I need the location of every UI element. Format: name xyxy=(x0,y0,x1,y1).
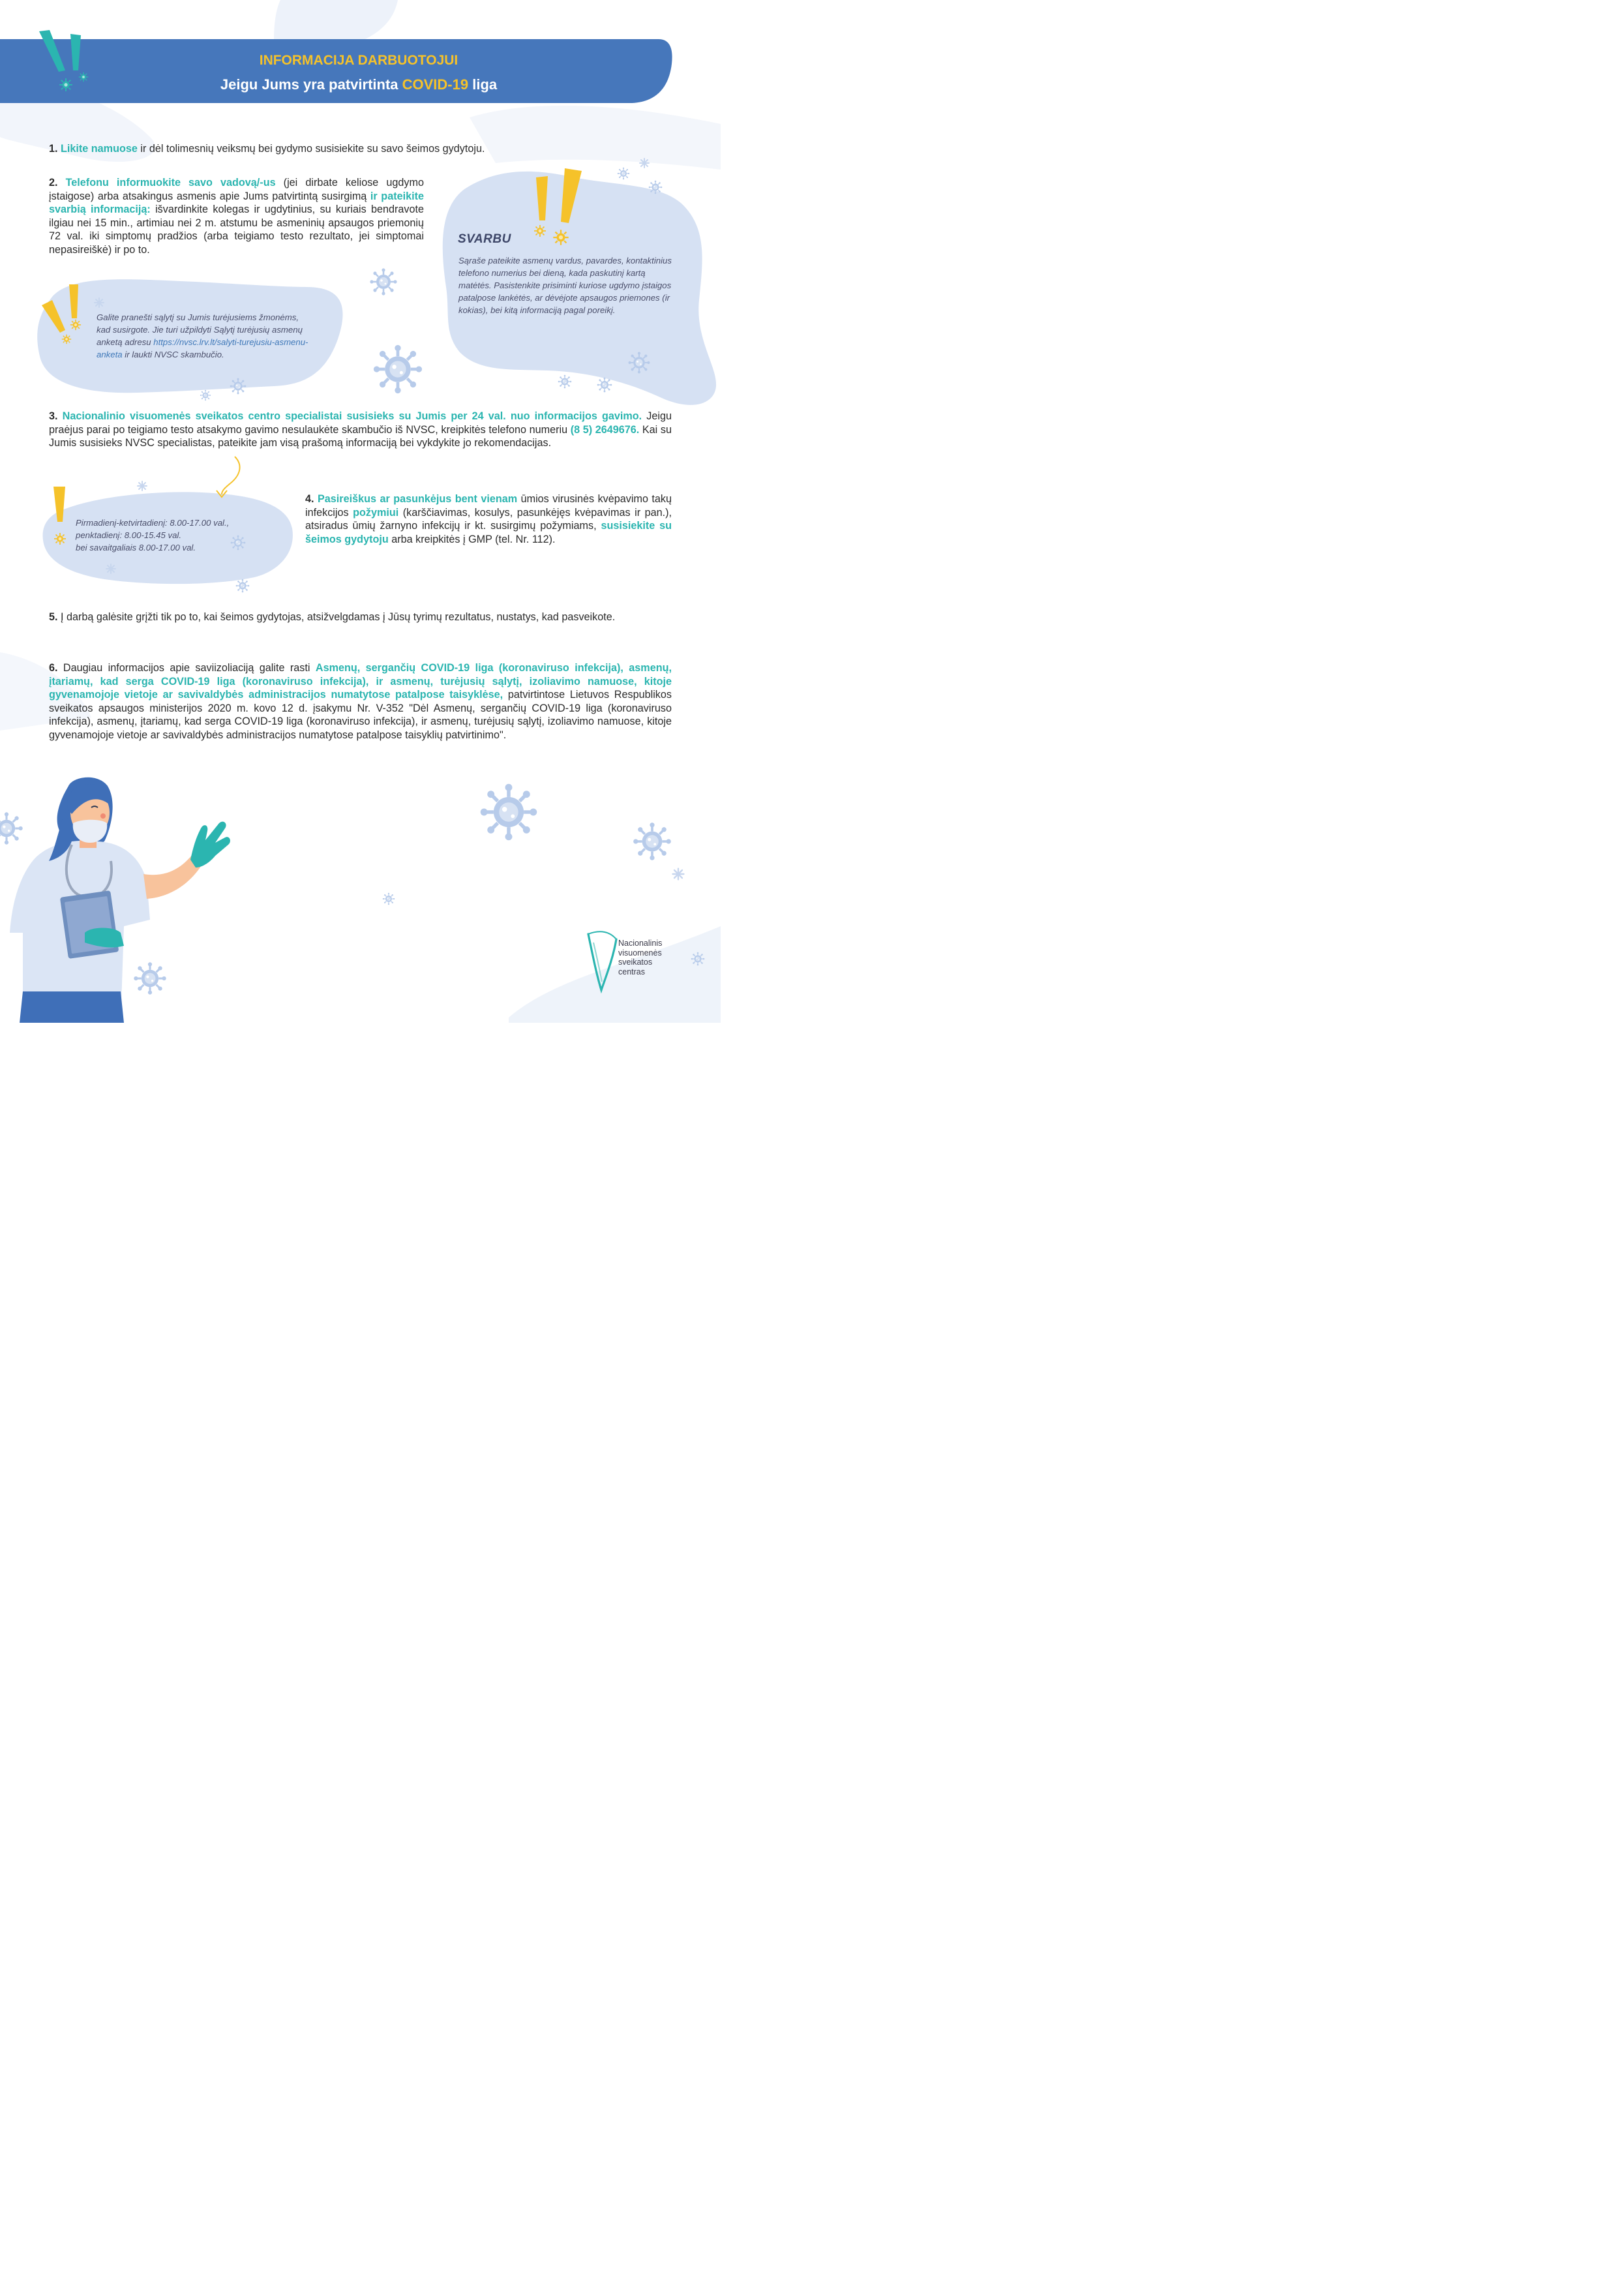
item-3-highlight: Nacionalinio visuomenės sveikatos centro specialistai susisieks su Jumis per 24 val. nuo informacijos gavimo. xyxy=(62,410,642,422)
item-6-text-2: patvirtintose Lietuvos Respublikos sveikatos apsaugos ministerijos 2020 m. kovo 12 d. įsakymu Nr. V-352 "Dėl Asmenų, sergančių COVID-19 liga (koronaviruso infekcija), asmenų, įtariamų, kad serga COVID-19 liga (koronaviruso infekcija), ir asmenų, turėjusių sąlytį, izoliavimo namuose, kitoje gyvenamojoje vietoje ar savivaldybės administracijos numatytose patalpose taisyklių patvirtinimo". xyxy=(49,689,672,741)
item-3-number: 3. xyxy=(49,410,58,422)
item-2-number: 2. xyxy=(49,177,58,189)
banner-subtitle-start: Jeigu Jums yra patvirtinta xyxy=(220,76,402,93)
item-2-highlight-2: ir pateikite svarbią informaciją: xyxy=(49,190,424,215)
svarbu-text: Sąraše pateikite asmenų vardus, pavardes, kontaktinius telefono numerius bei dieną, kada paskutinį kartą matėtės. Pasistenkite prisiminti kuriose ugdymo įstaigos patalpose lankėtės, ar dėvėjote apsaugos priemones (ir kokias), bei kitą informaciją pagal poreikį. xyxy=(458,256,672,315)
item-4-highlight-1: Pasireiškus ar pasunkėjus bent vienam xyxy=(317,493,518,505)
item-5-number: 5. xyxy=(49,611,58,623)
svarbu-heading: SVARBU xyxy=(458,232,511,246)
doctor-illustration xyxy=(10,778,230,1023)
logo-line-1: Nacionalinis xyxy=(618,939,663,948)
item-1-number: 1. xyxy=(49,143,58,155)
item-6 xyxy=(49,661,672,742)
banner-subtitle xyxy=(196,76,522,93)
item-6-highlight: Asmenų, sergančių COVID-19 liga (koronaviruso infekcija), asmenų, įtariamų, kad serga COVID-19 liga (koronaviruso infekcija), ir asmenų, turėjusių sąlytį, izoliavimo namuose, kitoje gyvenamojoje vietoje ar savivaldybės administracijos numatytose patalpose taisyklėse, xyxy=(49,662,672,701)
item-1-highlight: Likite namuose xyxy=(61,143,138,155)
banner-subtitle-end: liga xyxy=(468,76,498,93)
note-contacts xyxy=(97,311,312,361)
item-1 xyxy=(49,142,655,156)
item-2-highlight-1: Telefonu informuokite savo vadovą/-us xyxy=(65,177,276,189)
item-1-text: ir dėl tolimesnių veiksmų bei gydymo susisiekite su savo šeimos gydytoju. xyxy=(137,143,485,155)
hours-line-3: bei savaitgaliais 8.00-17.00 val. xyxy=(76,543,196,552)
note-contacts-text-1: Galite pranešti sąlytį su Jumis turėjusiems žmonėms, kad susirgote. Jie turi užpildyti Sąlytį turėjusių asmenų anketą adresu xyxy=(97,312,303,347)
note-contacts-text-2: ir laukti NVSC skambučio. xyxy=(122,350,224,359)
item-5-text: Į darbą galėsite grįžti tik po to, kai šeimos gydytojas, atsižvelgdamas į Jūsų tyrimų rezultatus, nustatys, kad pasveikote. xyxy=(57,611,616,623)
item-6-text-1: Daugiau informacijos apie saviizoliaciją galite rasti xyxy=(57,662,316,674)
questionnaire-link[interactable]: https://nvsc.lrv.lt/salyti-turejusiu-asmenu-anketa xyxy=(97,337,308,359)
banner-title: INFORMACIJA DARBUOTOJUI xyxy=(259,53,458,68)
logo-line-3: sveikatos xyxy=(618,958,653,967)
banner-subtitle-highlight: COVID-19 xyxy=(402,76,469,93)
item-4 xyxy=(305,492,672,546)
item-3-text-1: Jeigu praėjus parai po teigiamo testo atsakymo gavimo nesulaukėte skambučio iš NVSC, kreipkitės telefono numeriu xyxy=(49,410,672,436)
item-5 xyxy=(49,611,672,624)
item-4-text-2: (karščiavimas, kosulys, pasunkėjęs kvėpavimas ir pan.), atsiradus ūmių žarnyno infekcijų ir kt. susirgimų požymiams, xyxy=(305,506,672,532)
item-3-text-2: Kai su Jumis susisieks NVSC specialistas, pateikite jam visą prašomą informaciją bei vykdykite jo rekomendacijas. xyxy=(49,423,672,449)
item-4-number: 4. xyxy=(305,493,314,505)
item-2-text-1: (jei dirbate keliose ugdymo įstaigose) arba atsakingus asmenis apie Jums patvirtintą susirgimą xyxy=(49,177,424,202)
logo-line-2: visuomenės xyxy=(618,948,662,958)
item-4-text-1: ūmios virusinės kvėpavimo takų infekcijos xyxy=(305,493,672,519)
item-4-highlight-2: požymiui xyxy=(353,506,399,519)
item-3-phone: (8 5) 2649676. xyxy=(570,423,640,436)
logo-line-4: centras xyxy=(618,967,645,976)
header-banner xyxy=(0,39,672,103)
item-6-number: 6. xyxy=(49,662,58,674)
item-2 xyxy=(49,176,424,256)
note-hours xyxy=(76,517,271,554)
item-2-text-2: išvardinkite kolegas ir ugdytinius, su kuriais bendravote ilgiau nei 15 min., artimiau nei 2 m. atstumu be asmeninių apsaugos priemonių 72 val. iki simptomų pradžios (arba teigiamo testo rezultato, jei simptomai nepasireiškė) ir po to. xyxy=(49,204,424,256)
item-4-text-3: arba kreipkitės į GMP (tel. Nr. 112). xyxy=(388,533,556,545)
hours-line-2: penktadienį: 8.00-15.45 val. xyxy=(76,530,182,540)
hours-line-1: Pirmadienį-ketvirtadienį: 8.00-17.00 val., xyxy=(76,518,230,528)
item-3 xyxy=(49,410,672,450)
item-4-highlight-3: susisiekite su šeimos gydytoju xyxy=(305,520,672,545)
nvsc-logo-text xyxy=(618,939,662,976)
page xyxy=(0,0,721,1023)
